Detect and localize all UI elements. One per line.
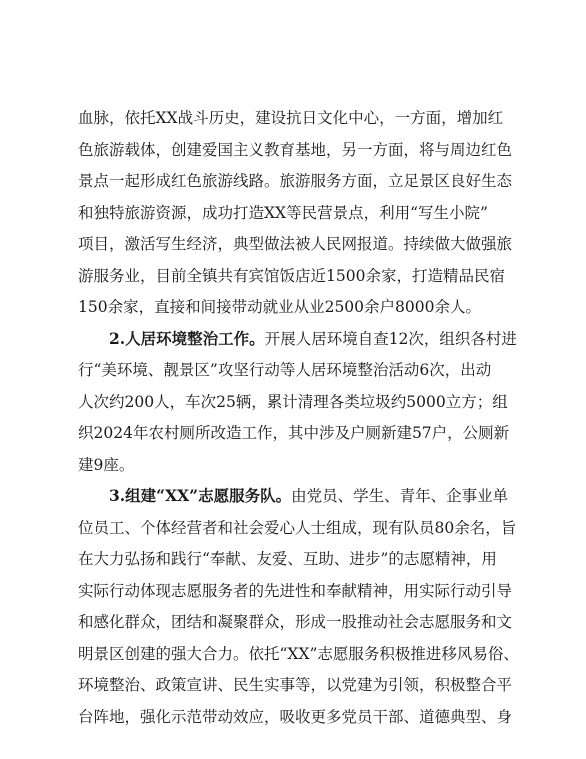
paragraph-3-line-6: 明景区创建的强大合力。依托“XX”志愿服务积极推进移风易俗、 <box>78 644 519 663</box>
paragraph-1-line-1: 血脉，依托XX战斗历史，建设抗日文化中心，一方面，增加红 <box>78 109 504 127</box>
paragraph-1-line-3: 景点一起形成红色旅游线路。旅游服务方面，立足景区良好生态 <box>78 172 513 190</box>
paragraph-2-line-1 <box>109 329 517 349</box>
paragraph-2-heading: 2.人居环境整治工作。 <box>109 328 265 348</box>
paragraph-3-line-7: 环境整治、政策宣讲、民生实事等，以党建为引领，积极整合平 <box>78 676 513 694</box>
paragraph-3-text: 由党员、学生、青年、企事业单 <box>291 487 509 505</box>
paragraph-2-line-4: 织2024年农村厕所改造工作，其中涉及户厕新建57户，公厕新 <box>78 424 510 442</box>
paragraph-3-heading: 3.组建“XX”志愿服务队。 <box>109 486 292 505</box>
paragraph-2-line-3: 人次约200人，车次25辆，累计清理各类垃圾约5000立方；组 <box>78 392 508 411</box>
paragraph-1-line-7: 150余家，直接和间接带动就业从业2500余户8000余人。 <box>78 298 481 316</box>
paragraph-3-line-5: 和感化群众，团结和凝聚群众，形成一股推动社会志愿服务和文 <box>78 613 513 631</box>
paragraph-3-line-4: 实际行动体现志愿服务者的先进性和奉献精神，用实际行动引导 <box>78 581 513 600</box>
paragraph-2-line-2: 行“美环境、靓景区”攻坚行动等人居环境整治活动6次，出动 <box>78 361 492 379</box>
paragraph-1-line-2: 色旅游载体，创建爱国主义教育基地，另一方面，将与周边红色 <box>78 140 513 159</box>
paragraph-3-line-8: 台阵地，强化示范带动效应，吸收更多党员干部、道德典型、身 <box>78 707 513 726</box>
paragraph-3-line-2: 位员工、个体经营者和社会爱心人士组成，现有队员80余名，旨 <box>78 518 517 537</box>
paragraph-1-line-4: 和独特旅游资源，成功打造XX等民营景点，利用“写生小院” <box>78 203 488 222</box>
paragraph-1-line-6: 游服务业，目前全镇共有宾馆饭店近1500余家，打造精品民宿 <box>78 266 505 285</box>
paragraph-3-line-3: 在大力弘扬和践行“奉献、友爱、互助、进步”的志愿精神，用 <box>78 550 497 568</box>
paragraph-2-line-5: 建9座。 <box>78 455 135 474</box>
paragraph-3-line-1 <box>109 486 508 506</box>
paragraph-2-text: 开展人居环境自查12次，组织各村进 <box>264 329 517 348</box>
paragraph-1-line-5: 项目，激活写生经济，典型做法被人民网报道。持续做大做强旅 <box>78 235 513 253</box>
